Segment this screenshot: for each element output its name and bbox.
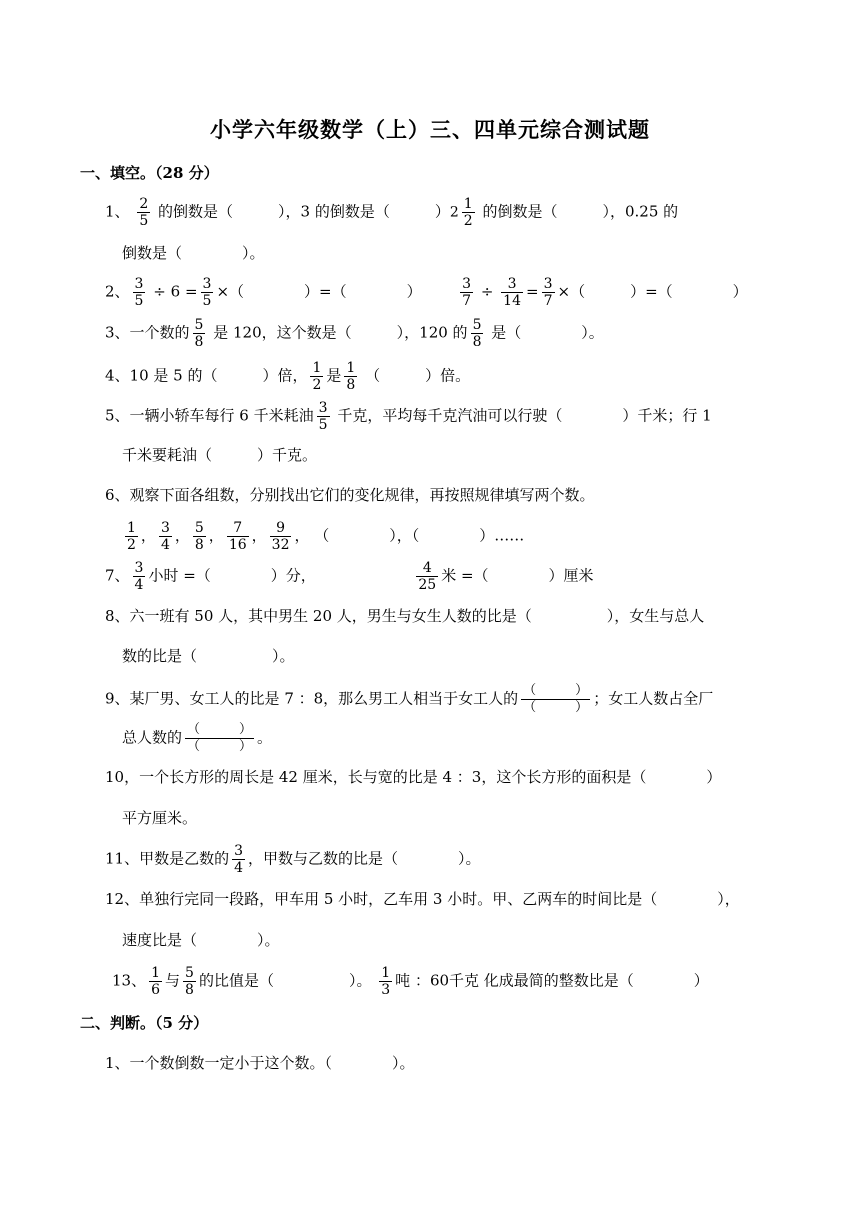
question-5-cont: 千米要耗油（ ）千克。: [122, 446, 318, 464]
section-fill-in-heading: 一、填空。（28 分）: [80, 164, 219, 182]
question-12-cont: 速度比是（ ）。: [122, 931, 280, 949]
question-13: 13、 $\frac{1}{6}$ 与 $\frac{5}{8}$ 的比值是（ ）。 $\frac{1}{3}$ 吨 ：60千克 化成最简的整数比是（ ）: [112, 965, 709, 998]
judge-question-1: 1、一个数倒数一定小于这个数。（ ）。: [105, 1054, 415, 1072]
question-3: 3、一个数的 $\frac{5}{8}$ 是 120，这个数是（ ），120 的 $\frac{5}{8}$ 是（ ）。: [105, 317, 604, 350]
blank-fraction[interactable]: $\frac{( )}{( )}$: [523, 683, 589, 715]
question-10-cont: 平方厘米。: [122, 809, 198, 827]
section-judge-heading: 二、判断。（5 分）: [80, 1014, 209, 1032]
question-10: 10，一个长方形的周长是 42 厘米，长与宽的比是 4 ：3，这个长方形的面积是（ ）: [105, 768, 722, 786]
question-4: 4、10 是 5 的（ ）倍， $\frac{1}{2}$ 是 $\frac{1}{8}$ （ ）倍。: [105, 360, 471, 393]
question-9-cont: 总人数的 $\frac{( )}{( )}$ 。: [122, 722, 273, 754]
question-9: 9、某厂男、女工人的比是 7 ：8，那么男工人相当于女工人的 $\frac{( )}{( )}$ ；女工人数占全厂: [105, 683, 714, 715]
question-1: 1、 $\frac{2}{5}$ 的倒数是（ ），3 的倒数是（ ）2 $\frac{1}{2}$ 的倒数是（ ），0.25 的: [105, 196, 679, 229]
question-2: 2、 $\frac{3}{5}$ ÷ 6 = $\frac{3}{5}$ ×（ ）=（ ） $\frac{3}{7}$ ÷ $\frac{3}{14}$ = $\frac{3}{7}$ ×（ ）=（ ）: [105, 276, 748, 309]
blank-fraction[interactable]: $\frac{( )}{( )}$: [187, 722, 253, 754]
question-6-sequence: $\frac{1}{2}$ ， $\frac{3}{4}$ ， $\frac{5}{8}$ ， $\frac{7}{16}$ ， $\frac{9}{32}$ ， （ ），（ ）……: [127, 520, 525, 553]
mixed-number: 2 $\frac{1}{2}$: [449, 196, 473, 229]
page-title: 小学六年级数学（上）三、四单元综合测试题: [210, 117, 650, 142]
question-1-cont: 倒数是（ ）。: [122, 244, 265, 262]
fraction: $\frac{2}{5}$: [139, 196, 149, 229]
question-8-cont: 数的比是（ ）。: [122, 647, 295, 665]
question-6: 6、观察下面各组数，分别找出它们的变化规律，再按照规律填写两个数。: [105, 486, 595, 504]
question-7: 7、 $\frac{3}{4}$ 小时 =（ ）分， $\frac{4}{25}$ 米 =（ ）厘米: [105, 560, 594, 593]
question-11: 11、甲数是乙数的 $\frac{3}{4}$ ，甲数与乙数的比是（ ）。: [105, 843, 481, 876]
question-5: 5、一辆小轿车每行 6 千米耗油 $\frac{3}{5}$ 千克，平均每千克汽油可以行驶（ ）千米；行 1: [105, 400, 712, 433]
question-8: 8、六一班有 50 人，其中男生 20 人，男生与女生人数的比是（ ），女生与总人: [105, 607, 705, 625]
question-12: 12、单独行完同一段路，甲车用 5 小时，乙车用 3 小时。甲、乙两车的时间比是（ ），: [105, 890, 740, 908]
